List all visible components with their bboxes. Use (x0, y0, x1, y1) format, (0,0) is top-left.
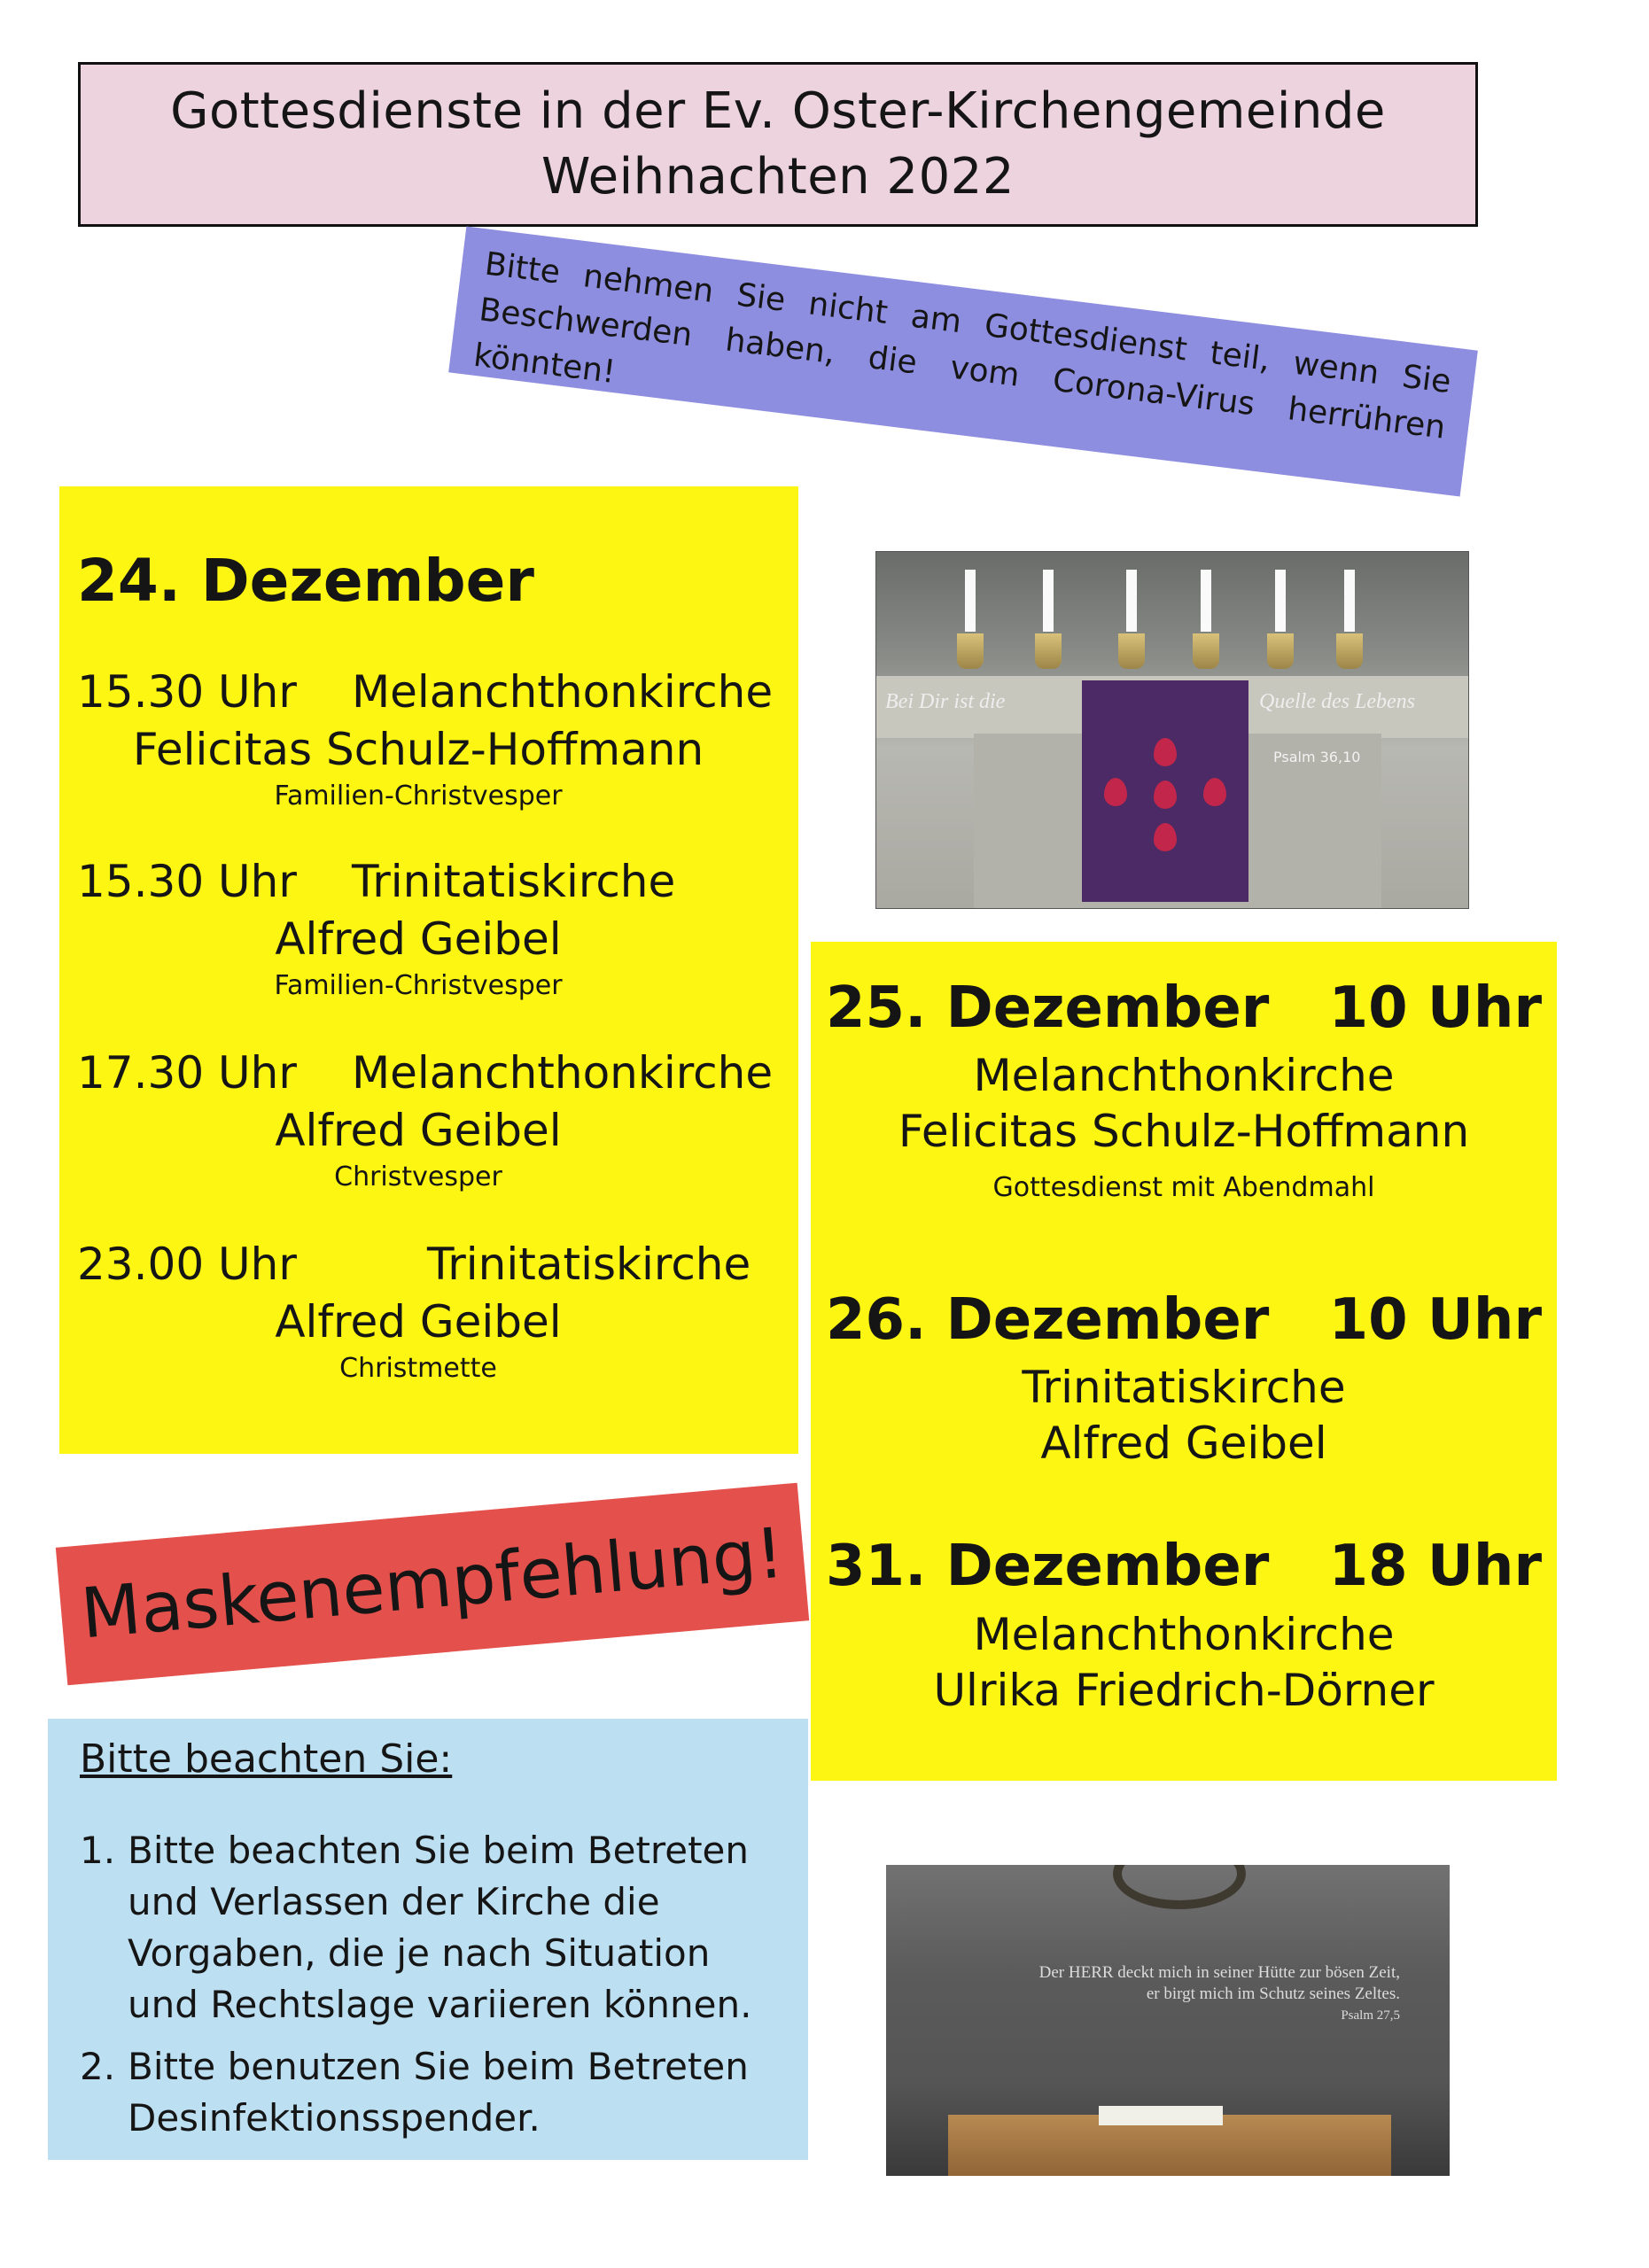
service-church: Melanchthonkirche (973, 1050, 1395, 1101)
service-church: Trinitatiskirche (352, 856, 676, 907)
page-title (78, 62, 1478, 227)
list-item (80, 1825, 780, 2031)
title-line-2: Weihnachten 2022 (541, 148, 1015, 206)
altar-psalm: Psalm 36,10 (1273, 749, 1361, 765)
service-time: 10 Uhr (1328, 975, 1542, 1041)
service-church: Trinitatiskirche (427, 1239, 751, 1290)
service-item (77, 1045, 786, 1195)
item-number: 1. (80, 1829, 116, 1872)
notes-box (48, 1719, 808, 2160)
service-item (77, 853, 786, 1004)
altar-photo (875, 551, 1469, 909)
dec31-heading (826, 1534, 1542, 1599)
service-time: 23.00 Uhr (77, 1239, 297, 1290)
later-services (811, 942, 1557, 1781)
dec26-heading (826, 1287, 1542, 1353)
wall-verse: Der HERR deckt mich in seiner Hütte zur bösen Zeit, er birgt mich im Schutz seines Zeltes. Psalm 27,5 (1038, 1963, 1400, 2023)
item-text: Bitte beachten Sie beim Betreten und Verlassen der Kirche die Vorgaben, die je nach Situation und Rechtslage variieren können. (128, 1829, 752, 2026)
service-type: Familien-Christvesper (274, 970, 563, 1001)
service-pastor: Alfred Geibel (275, 1105, 562, 1156)
wall-verse-photo (886, 1865, 1450, 2176)
service-date: 26. Dezember (826, 1287, 1270, 1353)
service-time: 18 Uhr (1328, 1534, 1542, 1599)
service-type: Familien-Christvesper (274, 781, 563, 812)
service-type: Gottesdienst mit Abendmahl (992, 1172, 1375, 1203)
notes-heading: Bitte beachten Sie: (80, 1736, 453, 1782)
corona-notice: Bitte nehmen Sie nicht am Gottesdienst teil, wenn Sie Beschwerden haben, die vom Corona-Virus herrühren könnten! (448, 227, 1478, 497)
wreath (1113, 1865, 1246, 1909)
altar-inscription-right: Quelle des Lebens (1259, 690, 1415, 713)
service-item (77, 664, 786, 814)
service-type: Christvesper (334, 1161, 502, 1192)
mask-recommendation: Maskenempfehlung! (56, 1483, 809, 1686)
service-date: 31. Dezember (826, 1534, 1270, 1599)
altar-inscription-left: Bei Dir ist die (885, 690, 1006, 713)
service-time: 10 Uhr (1328, 1287, 1542, 1353)
service-church: Melanchthonkirche (973, 1609, 1395, 1660)
list-item (80, 2041, 780, 2144)
service-time: 15.30 Uhr (77, 856, 297, 907)
service-pastor: Felicitas Schulz-Hoffmann (898, 1106, 1470, 1157)
service-pastor: Alfred Geibel (275, 1296, 562, 1348)
service-pastor: Felicitas Schulz-Hoffmann (132, 724, 704, 775)
service-church: Melanchthonkirche (352, 1047, 774, 1099)
item-text: Bitte benutzen Sie beim Betreten Desinfektionsspender. (128, 2045, 749, 2140)
notes-list (80, 1825, 780, 2155)
service-type: Christmette (339, 1353, 497, 1384)
service-pastor: Ulrika Friedrich-Dörner (933, 1665, 1435, 1716)
dec25-heading (826, 975, 1542, 1041)
service-church: Trinitatiskirche (1022, 1362, 1346, 1413)
dec24-heading: 24. Dezember (77, 547, 534, 615)
service-pastor: Alfred Geibel (1040, 1418, 1327, 1469)
service-date: 25. Dezember (826, 975, 1270, 1041)
title-line-1: Gottesdienste in der Ev. Oster-Kirchengemeinde (170, 82, 1386, 140)
service-time: 15.30 Uhr (77, 666, 297, 718)
dec24-schedule (59, 486, 798, 1454)
service-time: 17.30 Uhr (77, 1047, 297, 1099)
item-number: 2. (80, 2045, 116, 2088)
open-bible (1099, 2106, 1223, 2125)
service-item (77, 1236, 786, 1386)
service-pastor: Alfred Geibel (275, 913, 562, 965)
service-church: Melanchthonkirche (352, 666, 774, 718)
